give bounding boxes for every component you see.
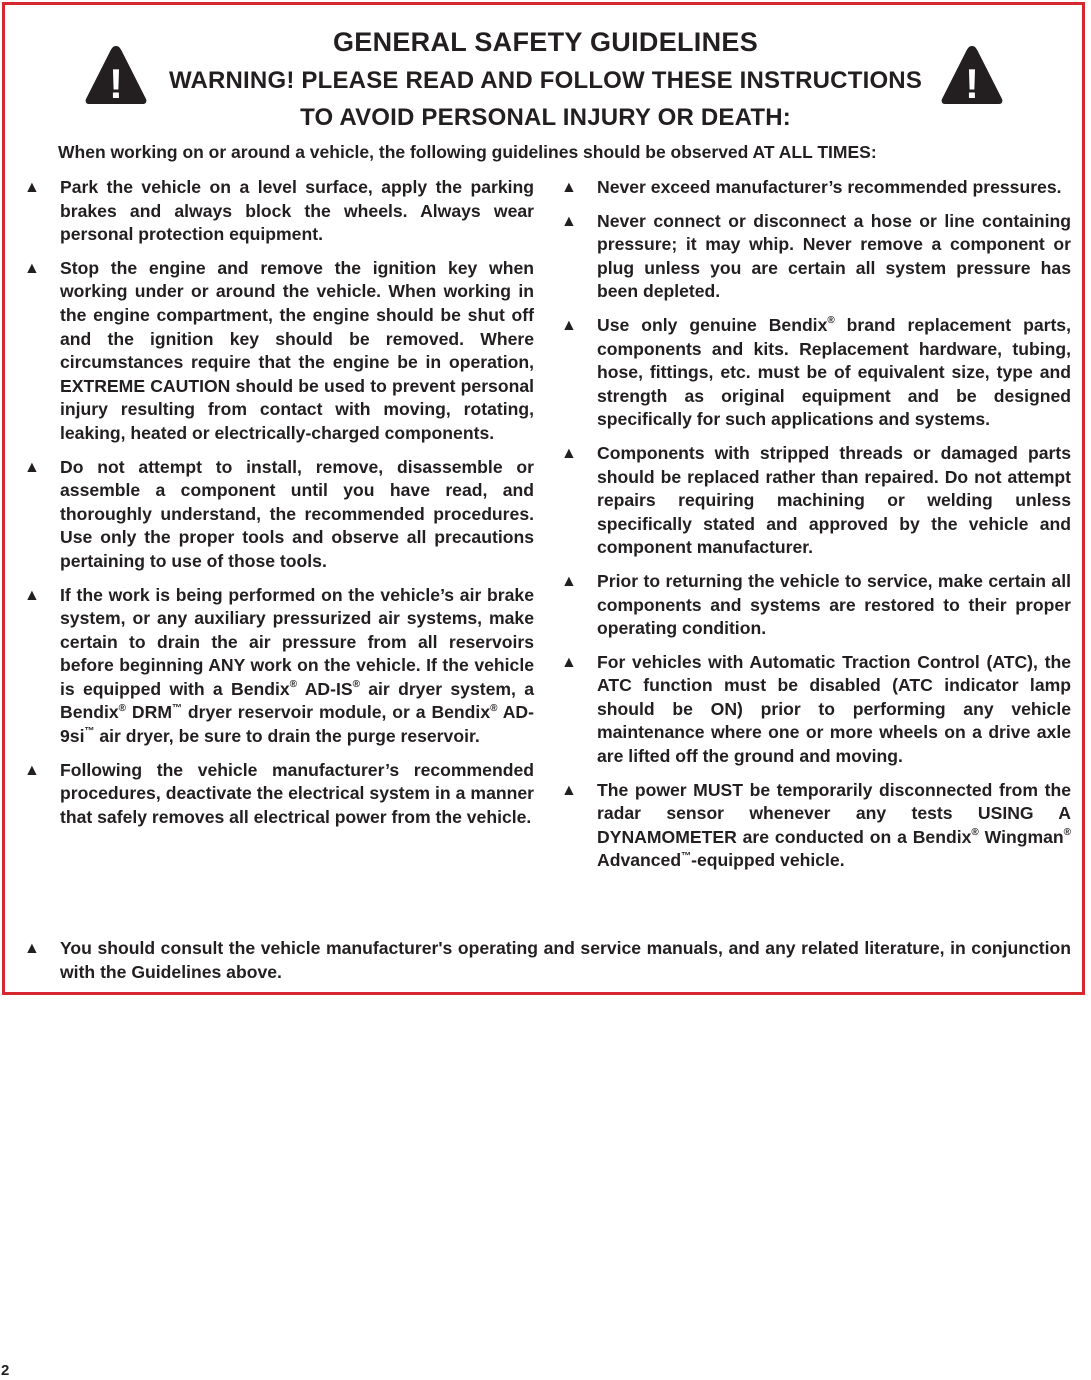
guideline-item xyxy=(24,937,1071,984)
triangle-bullet-icon: ▲ xyxy=(24,586,40,604)
guideline-text: The power MUST be temporarily disconnected from the radar sensor whenever any tests USING A DYNAMOMETER are conducted on a Bendix® Wingman® Advanced™-equipped vehicle. xyxy=(597,779,1072,871)
triangle-bullet-icon: ▲ xyxy=(24,179,40,196)
registered-mark: ® xyxy=(352,679,360,691)
page-title: GENERAL SAFETY GUIDELINES xyxy=(332,27,759,57)
guideline-item xyxy=(24,759,534,830)
warning-line-2: TO AVOID PERSONAL INJURY OR DEATH: xyxy=(300,104,791,131)
guideline-item xyxy=(24,176,534,247)
guideline-item xyxy=(24,257,534,446)
intro-text: When working on or around a vehicle, the following guidelines should be observed AT ALL TIMES: xyxy=(58,142,877,162)
left-column xyxy=(24,176,534,839)
guideline-item xyxy=(561,442,1071,560)
registered-mark: ® xyxy=(490,702,498,714)
registered-mark: ® xyxy=(118,702,127,714)
registered-mark: ® xyxy=(827,315,835,327)
trademark-mark: ™ xyxy=(84,726,95,738)
guideline-item xyxy=(561,176,1071,200)
guideline-item xyxy=(561,210,1071,304)
guideline-item xyxy=(24,456,534,574)
triangle-bullet-icon: ▲ xyxy=(561,653,577,671)
triangle-bullet-icon: ▲ xyxy=(561,572,577,590)
warning-line-1: WARNING! PLEASE READ AND FOLLOW THESE INSTRUCTIONS xyxy=(168,67,923,94)
trademark-mark: ™ xyxy=(681,850,692,862)
guideline-item xyxy=(561,779,1071,873)
triangle-bullet-icon: ▲ xyxy=(24,761,40,779)
guideline-text: Do not attempt to install, remove, disassemble or assemble a component until you have read, and thoroughly understand, the recommended procedures. Use only the proper tools and observe all precautions pertaining to use of those tools. xyxy=(60,456,534,571)
warning-icon-glyph: ! xyxy=(965,60,979,107)
footer-guideline xyxy=(24,937,1071,994)
page-number: 2 xyxy=(1,1362,10,1379)
registered-mark: ® xyxy=(1063,826,1072,838)
guideline-text: Never connect or disconnect a hose or line containing pressure; it may whip. Never remove a component or plug unless you are certain all system pressure has been depleted. xyxy=(597,210,1071,302)
guideline-text: Park the vehicle on a level surface, apply the parking brakes and always block the wheels. Always wear personal protection equipment. xyxy=(60,177,534,245)
triangle-bullet-icon: ▲ xyxy=(24,458,40,476)
guideline-item xyxy=(561,570,1071,641)
guideline-text: Components with stripped threads or damaged parts should be replaced rather than repaired. Do not attempt repairs requiring machining or welding unless specifically stated and approved by the vehicle and component manufacturer. xyxy=(597,442,1071,558)
triangle-bullet-icon: ▲ xyxy=(24,259,40,277)
triangle-bullet-icon: ▲ xyxy=(561,781,577,799)
guideline-text: For vehicles with Automatic Traction Control (ATC), the ATC function must be disabled (ATC indicator lamp should be ON) prior to performing any vehicle maintenance where one or more wheels on a drive axle are lifted off the ground and moving. xyxy=(597,651,1071,767)
guideline-text: Never exceed manufacturer’s recommended pressures. xyxy=(597,177,1062,197)
guideline-text: Following the vehicle manufacturer’s recommended procedures, deactivate the electrical system in a manner that safely removes all electrical power from the vehicle. xyxy=(60,759,534,827)
triangle-bullet-icon: ▲ xyxy=(561,212,577,230)
triangle-bullet-icon: ▲ xyxy=(561,444,577,462)
warning-icon-glyph: ! xyxy=(109,60,123,107)
right-column xyxy=(561,176,1071,883)
guideline-text: You should consult the vehicle manufacturer's operating and service manuals, and any related literature, in conjunction with the Guidelines above. xyxy=(60,938,1071,982)
triangle-bullet-icon: ▲ xyxy=(561,179,577,196)
triangle-bullet-icon: ▲ xyxy=(561,316,577,334)
trademark-mark: ™ xyxy=(172,702,182,714)
registered-mark: ® xyxy=(289,679,298,691)
guideline-text: Stop the engine and remove the ignition key when working under or around the vehicle. When working in the engine compartment, the engine should be shut off and the ignition key should be removed. Where circumstances require that the engine be in operation, EXTREME CAUTION should be used to prevent personal injury resulting from contact with moving, rotating, leaking, heated or electrically-charged components. xyxy=(60,257,534,443)
registered-mark: ® xyxy=(971,826,979,838)
guideline-text: If the work is being performed on the vehicle’s air brake system, or any auxiliary pressurized air systems, make certain to drain the air pressure from all reservoirs before beginning ANY work on the vehicle. If the vehicle is equipped with a Bendix® AD-IS® air dryer system, a Bendix® DRM™ dryer reservoir module, or a Bendix® AD-9si™ air dryer, be sure to drain the purge reservoir. xyxy=(60,584,534,747)
triangle-bullet-icon: ▲ xyxy=(24,940,40,957)
guideline-text: Use only genuine Bendix® brand replacement parts, components and kits. Replacement hardware, tubing, hose, fittings, etc. must be of equivalent size, type and strength as original equipment and be designed specifically for such applications and systems. xyxy=(597,314,1071,430)
guideline-item xyxy=(24,584,534,749)
guideline-text: Prior to returning the vehicle to service, make certain all components and systems are restored to their proper operating condition. xyxy=(597,570,1071,639)
guideline-item xyxy=(561,314,1071,432)
guideline-item xyxy=(561,651,1071,769)
